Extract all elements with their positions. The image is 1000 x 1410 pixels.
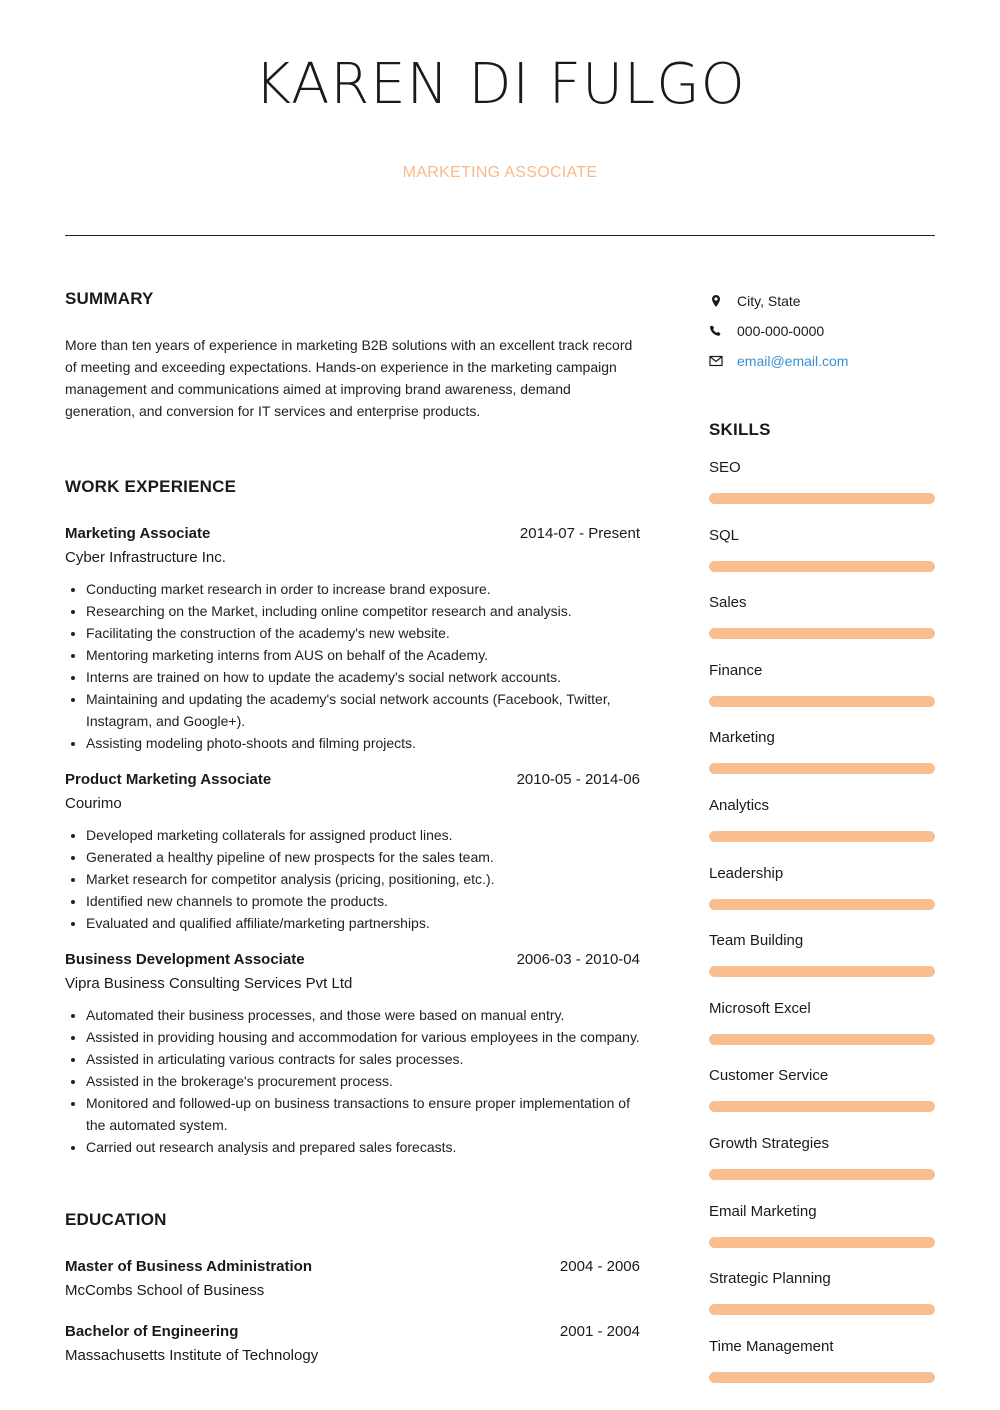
skill-level-bar — [709, 899, 935, 910]
summary-heading: SUMMARY — [65, 289, 154, 308]
skill-name: SQL — [709, 526, 740, 544]
work-experience-section — [65, 476, 640, 1158]
main-column — [65, 288, 640, 1366]
skill-level-bar — [709, 1237, 935, 1248]
school: McCombs School of Business — [65, 1282, 265, 1299]
mail-icon — [709, 354, 723, 368]
skill-name: SEO — [709, 459, 741, 476]
phone-icon — [709, 324, 723, 338]
skill-level-fill — [709, 628, 935, 639]
skills-heading: SKILLS — [709, 420, 771, 439]
skill-level-fill — [709, 1237, 935, 1248]
skill-name: Email Marketing — [709, 1202, 817, 1220]
bullet-item: • Assisted in the brokerage's procurement process. — [86, 1070, 640, 1092]
skill-level-bar — [709, 628, 935, 639]
education-heading: EDUCATION — [65, 1210, 167, 1229]
skill-level-bar — [709, 1372, 935, 1383]
job-dates: 2006-03 - 2010-04 — [516, 951, 640, 968]
job-bullets — [65, 578, 640, 754]
skill-item — [709, 1337, 935, 1405]
skill-level-fill — [709, 1101, 935, 1112]
education-entry — [65, 1257, 640, 1301]
skill-level-fill — [709, 493, 935, 504]
degree: Bachelor of Engineering — [65, 1323, 239, 1340]
work-experience-heading: WORK EXPERIENCE — [65, 477, 237, 496]
job-role: Business Development Associate — [65, 951, 305, 968]
header-divider — [65, 235, 935, 236]
job-dates: 2014-07 - Present — [519, 525, 640, 542]
skill-item — [709, 1202, 935, 1270]
email-link[interactable]: email@email.com — [737, 353, 849, 369]
skill-item — [709, 1269, 935, 1337]
skill-level-bar — [709, 831, 935, 842]
education-list — [65, 1257, 640, 1366]
bullet-item: • Facilitating the construction of the academy's new website. — [86, 622, 640, 644]
bullet-item: • Carried out research analysis and prepared sales forecasts. — [86, 1136, 640, 1158]
job-role: Product Marketing Associate — [65, 771, 272, 788]
skill-item — [709, 999, 935, 1067]
job-company: Courimo — [65, 795, 122, 812]
skill-level-bar — [709, 1304, 935, 1315]
job-role: Marketing Associate — [65, 525, 211, 542]
bullet-item: • Assisting modeling photo-shoots and filming projects. — [86, 732, 640, 754]
skill-level-bar — [709, 1034, 935, 1045]
skill-item — [709, 728, 935, 796]
skill-name: Analytics — [709, 796, 770, 814]
education-entry — [65, 1322, 640, 1366]
job-entry — [65, 770, 640, 934]
education-header — [65, 1322, 640, 1342]
job-company: Cyber Infrastructure Inc. — [65, 549, 226, 566]
job-bullets — [65, 824, 640, 934]
summary-section — [65, 288, 640, 422]
bullet-item: • Researching on the Market, including online competitor research and analysis. — [86, 600, 640, 622]
skill-level-fill — [709, 561, 935, 572]
skill-name: Microsoft Excel — [709, 999, 811, 1017]
job-header — [65, 950, 640, 970]
skill-level-fill — [709, 1372, 935, 1383]
map-pin-icon — [709, 294, 723, 308]
bullet-item: • Generated a healthy pipeline of new prospects for the sales team. — [86, 846, 640, 868]
skill-level-bar — [709, 696, 935, 707]
skill-item — [709, 931, 935, 999]
job-header — [65, 524, 640, 544]
job-entry — [65, 950, 640, 1158]
skill-item — [709, 526, 935, 594]
bullet-item: • Maintaining and updating the academy's social network accounts (Facebook, Twitter, Instagram, and Google+). — [86, 688, 640, 732]
bullet-item: • Developed marketing collaterals for assigned product lines. — [86, 824, 640, 846]
skill-level-fill — [709, 1304, 935, 1315]
skill-level-fill — [709, 899, 935, 910]
skill-name: Time Management — [709, 1337, 834, 1355]
bullet-item: • Mentoring marketing interns from AUS on behalf of the Academy. — [86, 644, 640, 666]
skill-name: Leadership — [709, 864, 784, 882]
skill-level-fill — [709, 696, 935, 707]
sidebar — [709, 286, 935, 1404]
skill-name: Customer Service — [709, 1067, 829, 1085]
bullet-item: • Conducting market research in order to increase brand exposure. — [86, 578, 640, 600]
skill-level-fill — [709, 831, 935, 842]
location-text: City, State — [737, 293, 801, 309]
skill-level-bar — [709, 966, 935, 977]
skill-item — [709, 796, 935, 864]
skill-item — [709, 864, 935, 932]
job-bullets — [65, 1004, 640, 1158]
candidate-title: MARKETING ASSOCIATE — [402, 164, 598, 181]
skill-level-bar — [709, 561, 935, 572]
skill-name: Strategic Planning — [709, 1270, 831, 1288]
candidate-name: KAREN DI FULGO — [254, 52, 746, 117]
bullet-item: • Monitored and followed-up on business transactions to ensure proper implementation of the automated system. — [86, 1092, 640, 1136]
bullet-item: • Evaluated and qualified affiliate/marketing partnerships. — [86, 912, 640, 934]
education-section — [65, 1209, 640, 1366]
bullet-item: • Assisted in articulating various contracts for sales processes. — [86, 1048, 640, 1070]
skill-name: Finance — [709, 661, 763, 679]
bullet-item: • Automated their business processes, and those were based on manual entry. — [86, 1004, 640, 1026]
contact-location — [709, 286, 935, 316]
degree: Master of Business Administration — [65, 1258, 312, 1275]
skill-level-bar — [709, 763, 935, 774]
skill-item — [709, 593, 935, 661]
job-company: Vipra Business Consulting Services Pvt Ltd — [65, 975, 353, 992]
skill-level-fill — [709, 966, 935, 977]
skill-level-bar — [709, 1101, 935, 1112]
job-header — [65, 770, 640, 790]
skill-level-bar — [709, 1169, 935, 1180]
skill-level-bar — [709, 493, 935, 504]
skill-level-fill — [709, 1169, 935, 1180]
skill-item — [709, 458, 935, 526]
education-header — [65, 1257, 640, 1277]
phone-text: 000-000-0000 — [737, 323, 825, 339]
skill-item — [709, 661, 935, 729]
skill-item — [709, 1134, 935, 1202]
bullet-item: • Assisted in providing housing and accommodation for various employees in the company. — [86, 1026, 640, 1048]
skill-name: Growth Strategies — [709, 1134, 830, 1152]
skill-name: Marketing — [709, 729, 775, 747]
skill-level-fill — [709, 763, 935, 774]
school: Massachusetts Institute of Technology — [65, 1347, 319, 1364]
jobs-list — [65, 524, 640, 1158]
skill-name: Sales — [709, 594, 747, 612]
summary-text: More than ten years of experience in marketing B2B solutions with an excellent track record of meeting and exceeding expectations. Hands-on experience in the marketing campaign management and communications aimed at improving brand awareness, demand generation, and conversion for IT services and enterprise products. — [65, 337, 633, 419]
job-dates: 2010-05 - 2014-06 — [516, 771, 640, 788]
contact-phone — [709, 316, 935, 346]
job-entry — [65, 524, 640, 754]
skill-level-fill — [709, 1034, 935, 1045]
contact-block — [709, 286, 935, 376]
bullet-item: • Interns are trained on how to update the academy's social network accounts. — [86, 666, 640, 688]
education-dates: 2004 - 2006 — [559, 1258, 640, 1275]
skill-name: Team Building — [709, 932, 804, 950]
skill-item — [709, 1066, 935, 1134]
education-dates: 2001 - 2004 — [559, 1323, 640, 1340]
bullet-item: • Market research for competitor analysis (pricing, positioning, etc.). — [86, 868, 640, 890]
bullet-item: • Identified new channels to promote the products. — [86, 890, 640, 912]
contact-email — [709, 346, 935, 376]
skills-list — [709, 458, 935, 1404]
